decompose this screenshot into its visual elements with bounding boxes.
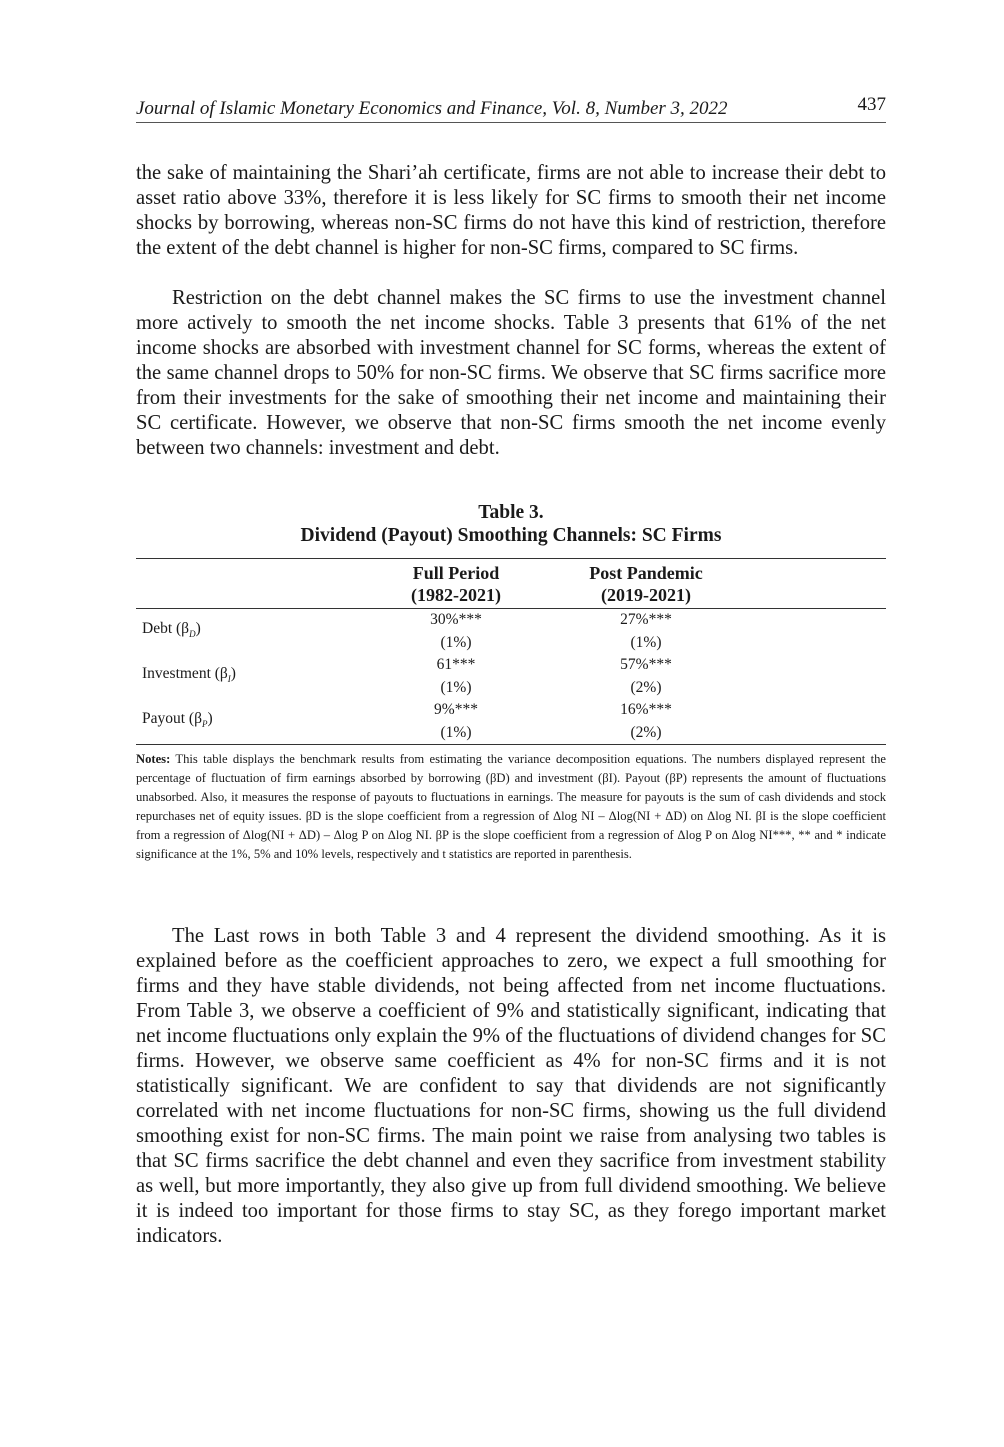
running-header bbox=[136, 92, 886, 123]
header-empty bbox=[136, 559, 366, 609]
body-paragraph-3: The Last rows in both Table 3 and 4 represent the dividend smoothing. As it is explained before as the coefficient approaches to zero, we expect a full smoothing for firms and they have stable dividends, not being affected from net income fluctuations. From Table 3, we observe a coefficient of 9% and statistically significant, indicating that net income fluctuations only explain the 9% of the fluctuations of dividend changes for SC firms. However, we observe same coefficient as 4% for non-SC firms and it is not statistically significant. We are confident to say that dividends are not significantly correlated with net income fluctuations for non-SC firms, showing us the full dividend smoothing exist for non-SC firms. The main point we raise from analysing two tables is that SC firms sacrifice the debt channel and even they sacrifice from investment stability as well, but more importantly, they also give up from full dividend smoothing. We believe it is indeed too important for those firms to stay SC, as they forego important market indicators. bbox=[136, 925, 886, 1247]
column-header-post-pandemic bbox=[546, 559, 746, 609]
table-caption-number: Table 3. bbox=[478, 502, 544, 523]
coef-cell: 30%*** bbox=[430, 611, 482, 628]
table-notes bbox=[136, 750, 886, 864]
column-title: Full Period bbox=[412, 563, 500, 583]
row-label-debt: Debt $(\beta_D)$ bbox=[142, 619, 201, 639]
se-cell: (1%) bbox=[440, 723, 472, 741]
table-caption-title: Dividend (Payout) Smoothing Channels: SC Firms bbox=[300, 525, 722, 546]
coef-cell: 27%*** bbox=[620, 611, 672, 628]
table-row bbox=[136, 609, 886, 632]
se-cell: (2%) bbox=[630, 678, 662, 696]
row-label-payout: Payout $(\beta_P)$ bbox=[142, 709, 213, 729]
results-table bbox=[136, 558, 886, 745]
row-label-investment: Investment $(\beta_I)$ bbox=[142, 664, 236, 684]
column-range: (1982-2021) bbox=[411, 585, 501, 605]
notes-text: This table displays the benchmark results from estimating the variance decomposition equations. The numbers displayed represent the percentage of fluctuation of firm earnings absorbed by borrowing (βD) and investment (βI). Payout (βP) represents the amount of fluctuations unabsorbed. Also, it measures the response of payouts to fluctuations in earnings. The measure for payouts is the sum of cash dividends and stock repurchases net of equity issues. βD is the slope coefficient from a regression of Δlog NI – Δlog(NI + ΔD) on Δlog NI. βI is the slope coefficient from a regression of Δlog(NI + ΔD) – Δlog P on Δlog NI. βP is the slope coefficient from a regression of Δlog P on Δlog NI***, ** and * indicate significance at the 1%, 5% and 10% levels, respectively and t statistics are reported in parenthesis. bbox=[136, 752, 887, 861]
se-cell: (1%) bbox=[440, 633, 472, 651]
body-paragraph-1: the sake of maintaining the Shari’ah certificate, firms are not able to increase their debt to asset ratio above 33%, therefore it is less likely for SC firms to smooth their net income shocks by borrowing, whereas non-SC firms do not have this kind of restriction, therefore the extent of the debt channel is higher for non-SC firms, compared to SC firms. bbox=[136, 162, 886, 259]
table-row bbox=[136, 699, 886, 722]
se-cell: (1%) bbox=[440, 678, 472, 696]
column-range: (2019-2021) bbox=[601, 585, 691, 605]
table-header-row bbox=[136, 559, 886, 609]
column-header-full-period bbox=[366, 559, 546, 609]
header-empty bbox=[746, 559, 886, 609]
body-paragraph-2: Restriction on the debt channel makes the SC firms to use the investment channel more actively to smooth the net income shocks. Table 3 presents that 61% of the net income shocks are absorbed with investment channel for SC forms, whereas the extent of the same channel drops to 50% for non-SC firms. We observe that SC firms sacrifice more from their investments for the sake of smoothing their net income and maintaining their SC certificate. However, we observe that non-SC firms smooth the net income evenly between two channels: investment and debt. bbox=[136, 287, 886, 459]
se-cell: (2%) bbox=[630, 723, 662, 741]
coef-cell: 16%*** bbox=[620, 701, 672, 718]
notes-label: Notes: bbox=[136, 752, 171, 766]
table-row bbox=[136, 654, 886, 677]
coef-cell: 61*** bbox=[436, 656, 476, 673]
journal-title: Journal of Islamic Monetary Economics and Finance, Vol. 8, Number 3, 2022 bbox=[136, 98, 728, 119]
page-number: 437 bbox=[857, 94, 886, 115]
se-cell: (1%) bbox=[630, 633, 662, 651]
coef-cell: 57%*** bbox=[620, 656, 672, 673]
coef-cell: 9%*** bbox=[434, 701, 478, 718]
column-title: Post Pandemic bbox=[589, 563, 703, 583]
